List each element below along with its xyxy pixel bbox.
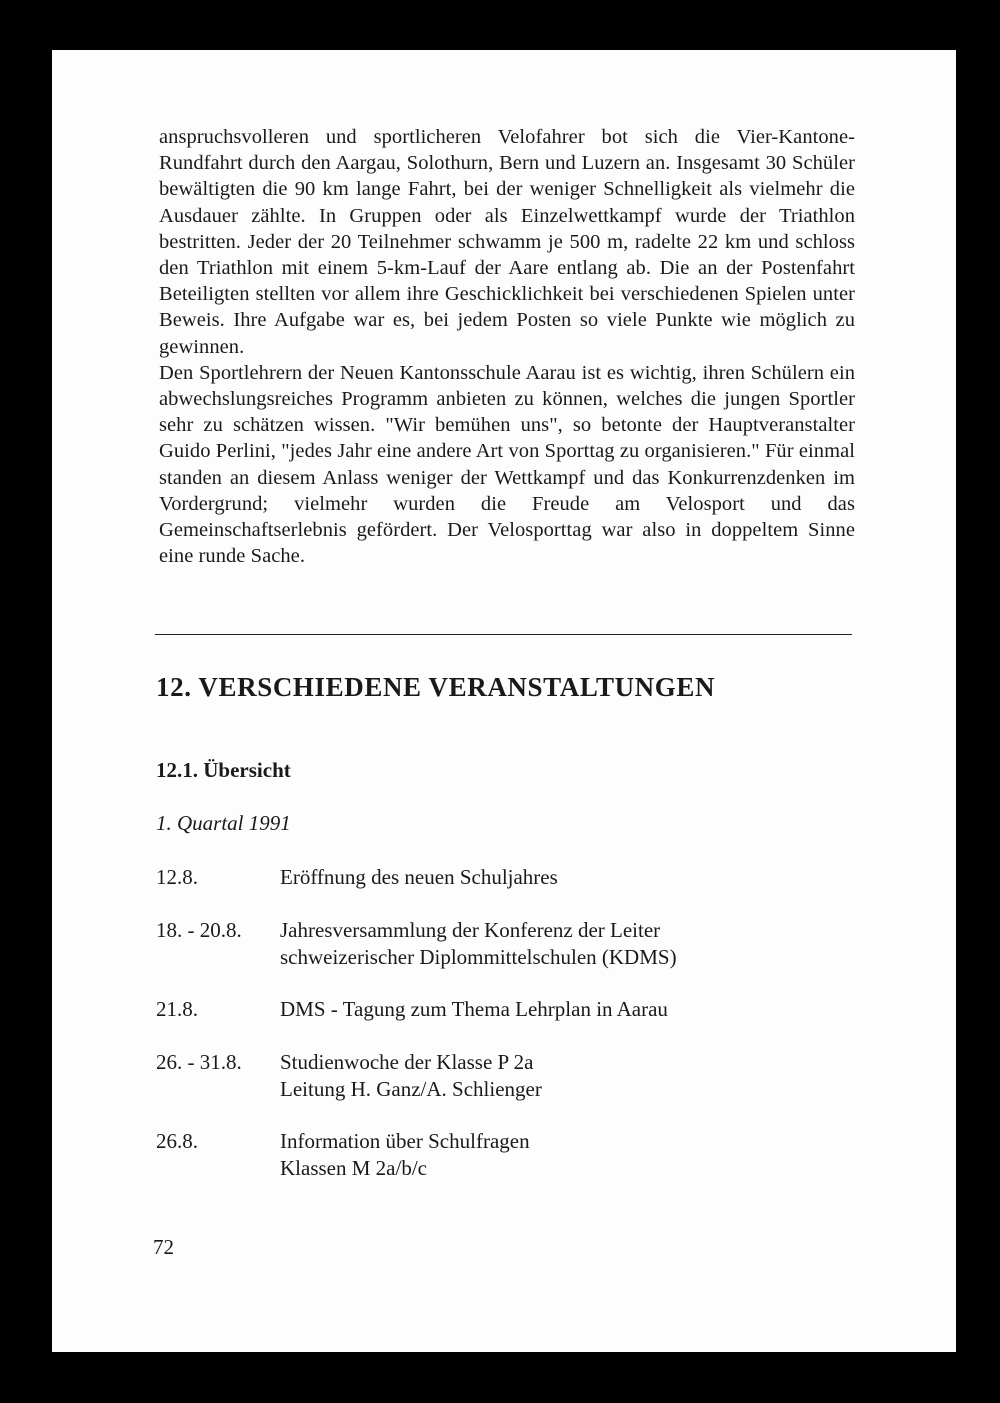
document-page [52, 50, 956, 1352]
event-line: Studienwoche der Klasse P 2a [280, 1050, 534, 1074]
event-line: Jahresversammlung der Konferenz der Leiter [280, 918, 661, 942]
event-line: Klassen M 2a/b/c [280, 1155, 427, 1180]
page-number: 72 [153, 1235, 174, 1259]
event-date: 12.8. [156, 865, 198, 889]
event-date: 21.8. [156, 997, 198, 1021]
section-divider [155, 634, 852, 635]
paragraph-sportlehrer: Den Sportlehrern der Neuen Kantonsschule Aarau ist es wichtig, ihren Schülern ein abwechslungsreiches Programm anbieten zu können, welches die jungen Sportler sehr zu schätzen wissen. "Wir bemühen uns", so betonte der Hauptveranstalter Guido Perlini, "jedes Jahr eine andere Art von Sporttag zu organisieren." Für einmal standen an diesem Anlass weniger der Wettkampf und das Konkurrenzdenken im Vordergrund; vielmehr wurden die Freude am Velosport und das Gemeinschaftserlebnis gefördert. Der Velosporttag war also in doppeltem Sinne eine runde Sache. [159, 361, 855, 568]
quarter-label: 1. Quartal 1991 [156, 811, 291, 835]
paragraph-velofahrt: anspruchsvolleren und sportlicheren Velofahrer bot sich die Vier-Kantone-Rundfahrt durch den Aargau, Solothurn, Bern und Luzern an. Insgesamt 30 Schüler bewältigten die 90 km lange Fahrt, bei der weniger Schnelligkeit als vielmehr die Ausdauer zählte. In Gruppen oder als Einzelwettkampf wurde der Triathlon bestritten. Jeder der 20 Teilnehmer schwamm je 500 m, radelte 22 km und schloss den Triathlon mit einem 5-km-Lauf der Aare entlang ab. Die an der Postenfahrt Beteiligten stellten vor allem ihre Geschicklichkeit bei verschiedenen Spielen unter Beweis. Ihre Aufgabe war es, bei jedem Posten so viele Punkte wie möglich zu gewinnen. [159, 126, 855, 358]
event-line: Information über Schulfragen [280, 1129, 530, 1153]
event-date: 26.8. [156, 1129, 198, 1153]
event-line: schweizerischer Diplommittelschulen (KDMS) [280, 944, 677, 969]
event-line: Eröffnung des neuen Schuljahres [280, 865, 558, 889]
body-text [159, 124, 855, 569]
event-description [280, 996, 668, 1023]
event-description [280, 1128, 530, 1181]
chapter-title: 12. VERSCHIEDENE VERANSTALTUNGEN [156, 672, 716, 702]
event-description [280, 917, 677, 970]
event-description [280, 864, 558, 891]
section-title: 12.1. Übersicht [156, 758, 291, 782]
event-line: Leitung H. Ganz/A. Schlienger [280, 1076, 542, 1101]
event-date: 26. - 31.8. [156, 1050, 242, 1074]
event-description [280, 1049, 542, 1102]
event-line: DMS - Tagung zum Thema Lehrplan in Aarau [280, 997, 668, 1021]
event-date: 18. - 20.8. [156, 918, 242, 942]
